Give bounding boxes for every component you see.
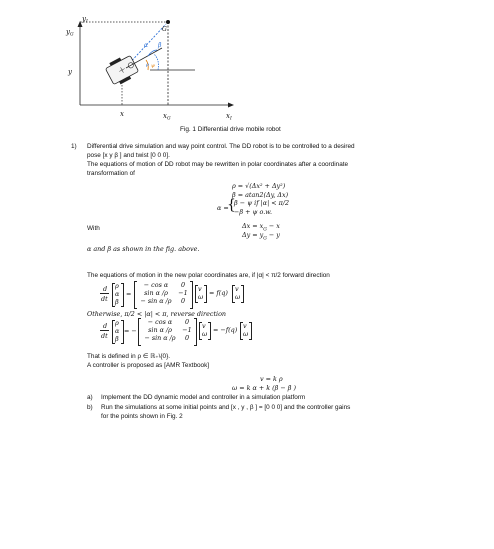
controller-v: v = k ρ	[260, 375, 283, 383]
forward-intro: The equations of motion in the new polar coordinates are, if |α| < π/2 forward direction	[87, 272, 330, 279]
forward-vw-right	[204, 285, 207, 303]
reverse-col2: 0 −1 0	[182, 318, 192, 342]
forward-dt: dt	[101, 295, 108, 303]
alpha-beta-note: α and β as shown in the fig. above.	[87, 245, 200, 253]
forward-lhs: d	[103, 285, 108, 293]
label-rho: ρ	[146, 62, 149, 68]
reverse-eq: = −	[124, 327, 137, 335]
q1-line2: pose [x y β ] and twist [0 0 0].	[87, 152, 170, 159]
forward-col1: − cos α sin α /ρ − sin α /ρ	[140, 281, 172, 305]
reverse-rhs: = −f(q)	[213, 326, 238, 334]
reverse-lhs: d	[103, 322, 108, 330]
task-b-marker: b)	[87, 404, 93, 411]
label-xg: x	[163, 112, 167, 120]
task-a-text: Implement the DD dynamic model and controller in a simulation platform	[101, 394, 306, 401]
forward-rhs-vw: v ω	[235, 285, 241, 301]
reverse-frac-line	[100, 330, 109, 331]
label-y: y	[68, 68, 72, 76]
label-xi: x	[226, 112, 230, 120]
reverse-intro: Otherwise, π/2 < |α| < π, reverse direction	[87, 310, 227, 318]
svg-text:yI: $y_I$	[82, 15, 88, 25]
figure-caption: Fig. 1 Differential drive mobile robot	[180, 126, 281, 133]
q1-number: 1)	[71, 143, 77, 150]
controller-intro: A controller is proposed as [AMR Textbook]	[87, 362, 210, 369]
eq-dx: $\Delta x = x_G - x$	[242, 222, 280, 233]
eq-beta: β = atan2(Δy, Δx)	[232, 191, 289, 199]
controller-w: ω = k α + k (β − β )	[232, 384, 296, 392]
eq-alpha-lhs: α =	[217, 204, 229, 212]
reverse-rhs-right	[249, 322, 252, 340]
forward-vec-right	[121, 283, 124, 307]
svg-text:yG: $y_G$	[66, 28, 74, 38]
reverse-col1: − cos α sin α /ρ − sin α /ρ	[144, 318, 176, 342]
label-yi: y	[82, 15, 86, 23]
reverse-rhs-vw: v ω	[243, 322, 249, 338]
forward-eq: =	[126, 290, 132, 298]
forward-rhs: = f(q)	[209, 289, 228, 297]
label-yg: y	[66, 28, 70, 36]
label-beta: β	[158, 42, 162, 49]
forward-state-vector: ρ α β	[115, 282, 120, 306]
with-label: With	[87, 225, 100, 232]
q1-line3: The equations of motion of DD robot may be rewritten in polar coordinates after a coordinate	[87, 161, 349, 168]
reverse-state-vector: ρ α β	[115, 319, 120, 343]
label-alpha: α	[144, 42, 149, 49]
goal-point	[166, 20, 170, 24]
eq-dy: $\Delta y = y_G - y$	[242, 231, 280, 242]
forward-vw: v ω	[198, 285, 204, 301]
q1-line1: Differential drive simulation and way point control. The DD robot is to be controlled to a desired	[87, 143, 355, 150]
eq-alpha-case2: −β + ψ o.w.	[234, 208, 273, 216]
svg-text:xG: $x_G$	[163, 112, 171, 122]
svg-text:xI: $x_I$	[226, 112, 232, 122]
reverse-vw-right	[208, 322, 211, 340]
task-a-marker: a)	[87, 394, 93, 401]
label-g: G	[162, 26, 167, 33]
robot-body	[104, 53, 140, 87]
eq-alpha-brace: {	[227, 197, 236, 213]
q1-line4: transformation of	[87, 170, 135, 177]
defined-text: That is defined in ρ ∈ ℝ₊\{0}.	[87, 353, 171, 360]
reverse-mat-right	[194, 318, 197, 346]
x-axis-arrow	[228, 103, 234, 108]
label-psi: ψ	[151, 63, 155, 69]
task-b-text2: for the points shown in Fig. 2	[101, 413, 183, 420]
forward-col2: 0 −1 0	[178, 281, 188, 305]
eq-rho: ρ = √(Δx² + Δy²)	[232, 182, 286, 190]
reverse-vw: v ω	[202, 322, 208, 338]
forward-mat-right	[190, 281, 193, 309]
forward-rhs-right	[241, 285, 244, 303]
label-x: x	[120, 110, 124, 118]
robot-diagram	[30, 10, 240, 125]
forward-frac-line	[100, 293, 109, 294]
task-b-text: Run the simulations at some initial points and [x , y , β ] = [0 0 0] and the controller gains	[101, 404, 351, 411]
reverse-dt: dt	[101, 332, 108, 340]
eq-alpha-case1: β − ψ if |α| < π/2	[234, 199, 290, 207]
